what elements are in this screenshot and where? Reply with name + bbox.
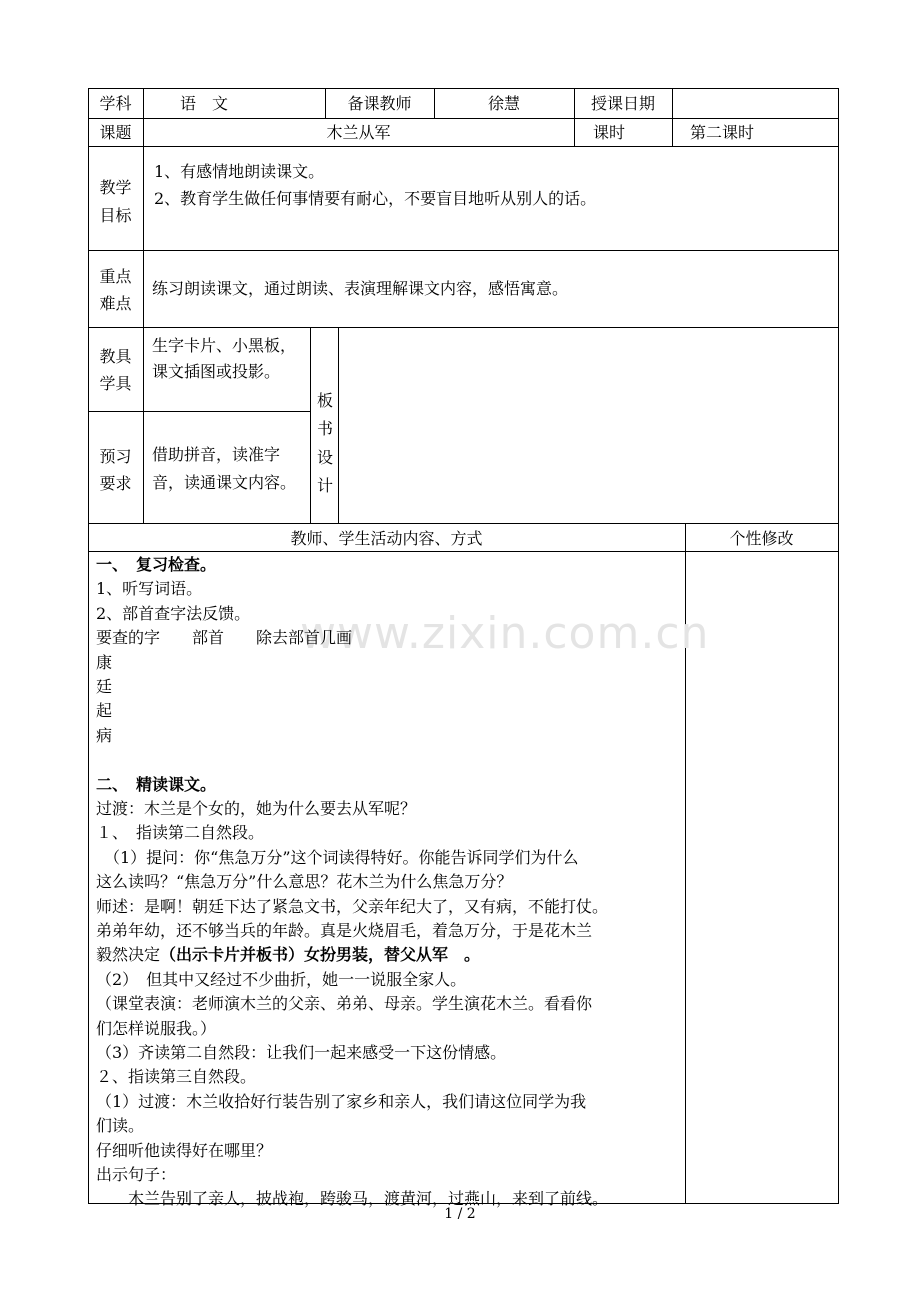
activity-line-text: 2、部首查字法反馈。 xyxy=(96,603,251,623)
preview-line: 借助拼音，读准字 xyxy=(152,445,281,464)
activity-line-text: 出示句子： xyxy=(96,1165,177,1184)
preview-label-line: 要求 xyxy=(99,474,132,493)
teacher-value: 徐慧 xyxy=(487,94,520,113)
activity-line-text: （课堂表演：老师演木兰的父亲、弟弟、母亲。学生演花木兰。看看你 xyxy=(96,994,593,1014)
activity-line-text: 毅然决定 xyxy=(96,945,161,965)
date-label: 授课日期 xyxy=(590,94,655,113)
goals-label xyxy=(88,174,143,230)
activity-line xyxy=(96,1139,272,1163)
activity-line-text: 要查的字 部首 除去部首几画 xyxy=(96,628,353,648)
activity-line-text: 1、听写词语。 xyxy=(96,579,203,599)
table-border xyxy=(88,327,839,328)
board-design-char: 板 xyxy=(316,391,333,410)
activity-line xyxy=(96,846,579,870)
difficulty-label-line: 难点 xyxy=(99,294,132,313)
table-border xyxy=(88,118,839,119)
activity-line xyxy=(96,797,416,821)
activity-line xyxy=(96,1041,506,1065)
table-border xyxy=(88,551,839,552)
activity-line-text: 仔细听他读得好在哪里？ xyxy=(96,1140,273,1160)
activity-line xyxy=(96,773,216,797)
goals-label-line: 目标 xyxy=(99,206,132,225)
preview-label xyxy=(88,443,143,497)
activity-line xyxy=(96,553,216,577)
activity-line-text: 弟弟年幼，还不够当兵的年龄。真是火烧眉毛，着急万分，于是花木兰 xyxy=(96,921,593,940)
difficulty-label xyxy=(88,263,143,317)
table-border xyxy=(143,88,144,524)
topic-label: 课题 xyxy=(99,123,132,142)
activity-line xyxy=(96,577,202,601)
period-value: 第二课时 xyxy=(690,123,755,142)
tools-label-line: 教具 xyxy=(99,347,132,366)
table-border xyxy=(88,146,839,147)
activity-line-text: 病 xyxy=(96,725,113,745)
table-border xyxy=(838,88,839,1204)
subject-value: 语 文 xyxy=(180,94,229,113)
activity-line-bold-text: （出示卡片并板书）女扮男装，替父从军 。 xyxy=(160,945,481,965)
activity-line xyxy=(96,821,264,845)
subject-label: 学科 xyxy=(99,94,132,113)
activity-line xyxy=(96,699,112,723)
activity-line xyxy=(96,1163,176,1187)
activity-line xyxy=(96,943,480,967)
activity-line-text: （1）提问：你“焦急万分”这个词读得特好。你能告诉同学们为什么 xyxy=(96,847,579,867)
goals-label-line: 教学 xyxy=(99,178,132,197)
preview-line: 音，读通课文内容。 xyxy=(152,473,297,492)
activity-line xyxy=(96,968,466,992)
activity-line xyxy=(96,1065,256,1089)
activity-line xyxy=(96,1114,144,1138)
table-border xyxy=(88,523,839,524)
period-label: 课时 xyxy=(592,123,625,142)
activity-header-right: 个性修改 xyxy=(729,529,794,548)
difficulty-label-line: 重点 xyxy=(99,267,132,286)
activity-line-text: （1）过渡：木兰收拾好行装告别了家乡和亲人，我们请这位同学为我 xyxy=(96,1091,587,1111)
teacher-label: 备课教师 xyxy=(347,94,412,113)
activity-line-text: 廷 xyxy=(96,677,113,696)
tools-label xyxy=(88,343,143,397)
activity-header-left: 教师、学生活动内容、方式 xyxy=(290,529,483,548)
board-design-char: 书 xyxy=(316,419,333,438)
topic-value: 木兰从军 xyxy=(326,123,391,142)
activity-line-text: 过渡：木兰是个女的，她为什么要去从军呢？ xyxy=(96,799,417,818)
activity-line-text: 一、 复习检查。 xyxy=(96,555,217,574)
activity-line-text: 们怎样说服我。） xyxy=(96,1018,217,1038)
activity-line-text: ２、指读第三自然段。 xyxy=(96,1067,257,1087)
table-border xyxy=(88,250,839,251)
activity-line-text: 这么读吗？“焦急万分”什么意思？花木兰为什么焦急万分？ xyxy=(96,872,513,892)
preview-label-line: 预习 xyxy=(99,447,132,466)
activity-line-text: 师述：是啊！朝廷下达了紧急文书，父亲年纪大了，又有病，不能打仗。 xyxy=(96,896,609,916)
activity-line xyxy=(96,651,112,675)
activity-line xyxy=(96,675,112,699)
activity-line-text: 木兰告别了亲人，披战袍，跨骏马，渡黄河，过燕山，来到了前线。 xyxy=(96,1189,609,1209)
activity-line-text: 起 xyxy=(96,701,113,721)
activity-line xyxy=(96,724,112,748)
activity-line xyxy=(96,602,250,626)
tools-label-line: 学具 xyxy=(99,374,132,393)
activity-line xyxy=(96,895,608,919)
table-border xyxy=(672,88,673,147)
activity-line xyxy=(96,626,352,650)
table-border xyxy=(88,411,310,412)
activity-line-text: 二、 精读课文。 xyxy=(96,774,217,794)
activity-line-text: １、 指读第二自然段。 xyxy=(96,823,265,843)
tools-line: 生字卡片、小黑板， xyxy=(152,336,297,355)
activity-line-text: 们读。 xyxy=(96,1116,145,1136)
activity-line-text: （3）齐读第二自然段：让我们一起来感受一下这份情感。 xyxy=(96,1043,507,1062)
activity-line xyxy=(96,992,592,1016)
activity-line-text: （2） 但其中又经过不少曲折，她一一说服全家人。 xyxy=(96,969,467,989)
activity-line xyxy=(96,919,592,943)
difficulty-text: 练习朗读课文，通过朗读、表演理解课文内容，感悟寓意。 xyxy=(152,279,569,298)
tools-line: 课文插图或投影。 xyxy=(152,362,281,381)
activity-line xyxy=(96,870,512,894)
watermark: www.zixin.com.cn xyxy=(300,608,710,659)
activity-line xyxy=(96,1090,586,1114)
table-border xyxy=(88,88,89,1204)
goals-line: 1、有感情地朗读课文。 xyxy=(154,162,325,181)
table-border xyxy=(88,88,839,89)
board-design-char: 计 xyxy=(316,476,333,495)
page-number: 1 / 2 xyxy=(444,1206,476,1222)
board-design-char: 设 xyxy=(316,448,333,467)
activity-line xyxy=(96,1017,216,1041)
goals-line: 2、教育学生做任何事情要有耐心，不要盲目地听从别人的话。 xyxy=(154,189,597,208)
activity-line-text: 康 xyxy=(96,652,113,672)
